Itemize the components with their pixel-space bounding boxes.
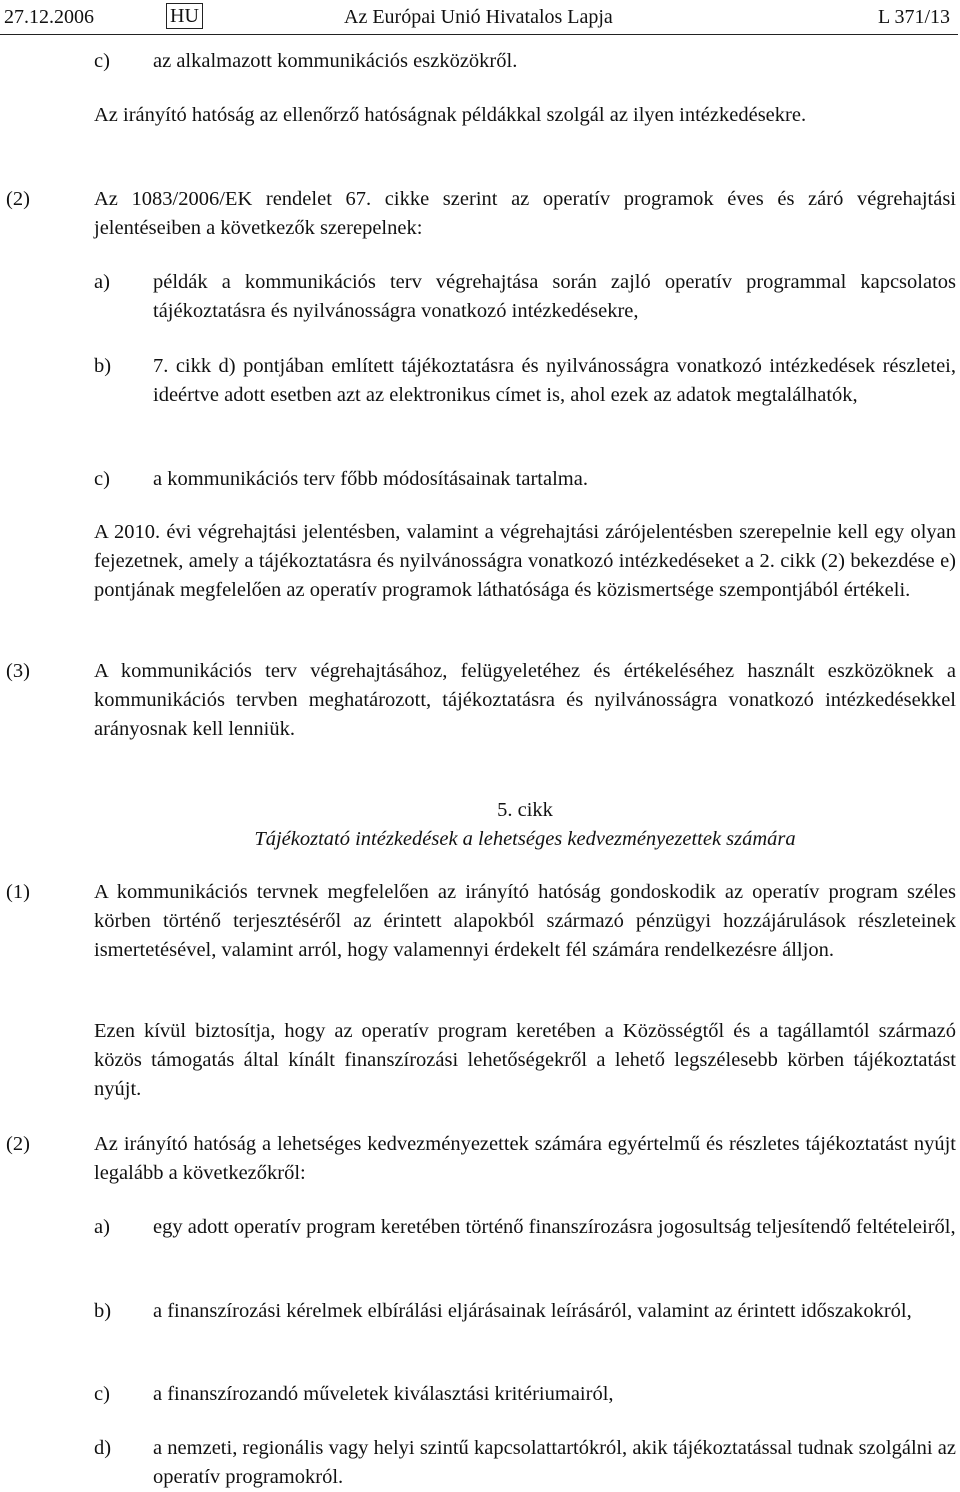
list-label: c) [94,1383,110,1405]
list-label: c) [94,468,110,490]
list-item-text: a finanszírozási kérelmek elbírálási eljárásainak leírásáról, valamint az érintett időszakokról, [153,1300,912,1322]
list-label: b) [94,1300,112,1322]
list-label: b) [94,355,112,377]
paragraph-number: (3) [6,660,30,682]
language-code: HU [166,3,203,29]
article-number: 5. cikk [497,799,553,821]
publication-date: 27.12.2006 [4,6,94,28]
list-item-text: az alkalmazott kommunikációs eszközökről. [153,50,518,72]
list-item-text: egy adott operatív program keretében történő finanszírozásra jogosultság teljesítendő feltételeiről, [153,1216,956,1238]
page-header [0,0,958,35]
paragraph-number: (2) [6,1133,30,1155]
journal-title: Az Európai Unió Hivatalos Lapja [344,6,613,28]
paragraph-number: (2) [6,188,30,210]
paragraph-text: Az irányító hatóság a lehetséges kedvezményezettek számára egyértelmű és részletes tájékoztatást nyújt legalább a következőkről: [94,1133,956,1184]
list-label: d) [94,1437,112,1459]
paragraph-text: A kommunikációs tervnek megfelelően az irányító hatóság gondoskodik az operatív program széles körben történő terjesztéséről az érintett alapokból származó pénzügyi hozzájárulások részleteinek ismertetésével, valamint arról, hogy valamennyi érdekelt fél számára rendelkezésre álljon. [94,881,956,961]
list-item-text: a kommunikációs terv főbb módosításainak tartalma. [153,468,588,490]
paragraph-text: A kommunikációs terv végrehajtásához, felügyeletéhez és értékeléséhez használt eszközöknek a kommunikációs tervben meghatározott, tájékoztatásra és nyilvánosságra vonatkozó intézkedésekkel arányosnak kell lenniük. [94,660,956,740]
list-label: a) [94,1216,110,1238]
paragraph-example: Az irányító hatóság az ellenőrző hatóságnak példákkal szolgál az ilyen intézkedésekre. [94,104,807,126]
paragraph-number: (1) [6,881,30,903]
list-item-text: példák a kommunikációs terv végrehajtása során zajló operatív programmal kapcsolatos tájékoztatásra és nyilvánosságra vonatkozó intézkedésekre, [153,271,956,322]
list-label: c) [94,50,110,72]
list-item-text: 7. cikk d) pontjában említett tájékoztatásra és nyilvánosságra vonatkozó intézkedések részletei, ideértve adott esetben azt az elektronikus címet is, ahol ezek az adatok megtalálhatók, [153,355,956,406]
article-title: Tájékoztató intézkedések a lehetséges kedvezményezettek számára [254,828,796,850]
paragraph-text: A 2010. évi végrehajtási jelentésben, valamint a végrehajtási zárójelentésben szerepelnie kell egy olyan fejezetnek, amely a tájékoztatásra és nyilvánosságra vonatkozó intézkedéseket a 2. cikk (2) bekezdése e) pontjának megfelelően az operatív programok láthatósága és közismertsége szempontjából értékeli. [94,521,956,601]
list-item-text: a finanszírozandó műveletek kiválasztási kritériumairól, [153,1383,614,1405]
paragraph-text: Ezen kívül biztosítja, hogy az operatív program keretében a Közösségtől és a tagállamtól származó közös támogatás által kínált finanszírozási lehetőségekről a lehető legszélesebb körben tájékoztatást nyújt. [94,1020,956,1100]
list-item-text: a nemzeti, regionális vagy helyi szintű kapcsolattartókról, akik tájékoztatással tudnak szolgálni az operatív programokról. [153,1437,956,1488]
page-reference: L 371/13 [877,6,950,28]
list-label: a) [94,271,110,293]
paragraph-text: Az 1083/2006/EK rendelet 67. cikke szerint az operatív programok éves és záró végrehajtási jelentéseiben a következők szerepelnek: [94,188,956,239]
